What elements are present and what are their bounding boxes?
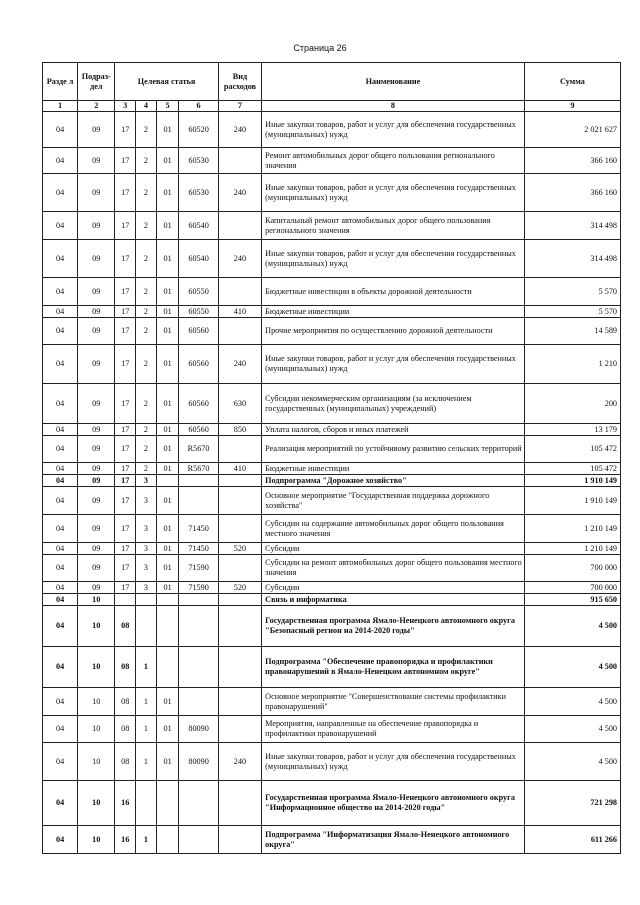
target-code-1-cell: 17 [115,306,136,318]
table-row [43,543,621,555]
vid-rashodov-cell [218,487,261,515]
summa-cell: 1 910 149 [524,475,620,487]
table-row [43,555,621,582]
target-code-2-cell: 2 [136,424,157,436]
target-code-3-cell: 01 [156,212,179,240]
summa-cell: 105 472 [524,436,620,463]
target-code-3-cell: 01 [156,278,179,306]
target-code-2-cell: 1 [136,688,157,716]
naimenovanie-cell: Субсидии некоммерческим организациям (за исключением государственных (муниципальных) учреждений) [262,384,525,424]
razdel-cell: 04 [43,240,78,278]
target-code-1-cell: 17 [115,436,136,463]
target-code-2-cell: 3 [136,543,157,555]
target-code-4-cell [179,594,218,606]
target-code-4-cell [179,826,218,854]
summa-cell: 2 021 627 [524,112,620,148]
razdel-cell: 04 [43,475,78,487]
summa-cell: 314 498 [524,240,620,278]
podrazdel-cell: 09 [78,475,115,487]
summa-cell: 4 500 [524,716,620,743]
col-number: 2 [78,101,115,112]
target-code-2-cell: 3 [136,515,157,543]
razdel-cell: 04 [43,384,78,424]
podrazdel-cell: 09 [78,174,115,212]
summa-cell: 1 910 149 [524,487,620,515]
col-number: 7 [218,101,261,112]
col-number: 3 [115,101,136,112]
podrazdel-cell: 10 [78,606,115,647]
razdel-cell: 04 [43,826,78,854]
target-code-2-cell: 3 [136,487,157,515]
podrazdel-cell: 10 [78,688,115,716]
target-code-1-cell: 16 [115,826,136,854]
target-code-1-cell: 17 [115,174,136,212]
razdel-cell: 04 [43,781,78,826]
target-code-4-cell: 71450 [179,543,218,555]
razdel-cell: 04 [43,148,78,174]
header-celevaya-statya: Целевая статья [115,63,218,101]
naimenovanie-cell: Ремонт автомобильных дорог общего пользования регионального значения [262,148,525,174]
target-code-3-cell: 01 [156,436,179,463]
razdel-cell: 04 [43,594,78,606]
target-code-3-cell [156,475,179,487]
summa-cell: 700 000 [524,582,620,594]
razdel-cell: 04 [43,463,78,475]
summa-cell: 1 210 [524,345,620,384]
target-code-1-cell: 08 [115,688,136,716]
target-code-4-cell: R5670 [179,436,218,463]
target-code-1-cell: 16 [115,781,136,826]
header-podrazdel: Подраз-дел [78,63,115,101]
razdel-cell: 04 [43,212,78,240]
vid-rashodov-cell [218,475,261,487]
target-code-2-cell: 2 [136,278,157,306]
summa-cell: 4 500 [524,606,620,647]
table-row [43,475,621,487]
razdel-cell: 04 [43,515,78,543]
col-number: 8 [262,101,525,112]
razdel-cell: 04 [43,743,78,781]
table-row [43,647,621,688]
razdel-cell: 04 [43,345,78,384]
target-code-4-cell [179,606,218,647]
podrazdel-cell: 09 [78,278,115,306]
target-code-1-cell: 17 [115,515,136,543]
podrazdel-cell: 09 [78,436,115,463]
razdel-cell: 04 [43,582,78,594]
podrazdel-cell: 10 [78,716,115,743]
table-row [43,212,621,240]
target-code-4-cell [179,487,218,515]
summa-cell: 5 570 [524,278,620,306]
target-code-1-cell [115,594,136,606]
target-code-3-cell: 01 [156,318,179,345]
naimenovanie-cell: Иные закупки товаров, работ и услуг для обеспечения государственных (муниципальных) нужд [262,240,525,278]
target-code-2-cell: 1 [136,647,157,688]
naimenovanie-cell: Подпрограмма "Обеспечение правопорядка и профилактики правонарушений в Ямало-Ненецком автономном округе" [262,647,525,688]
header-vid-rashodov: Вид расходов [218,63,261,101]
table-row [43,112,621,148]
table-row [43,781,621,826]
target-code-1-cell: 17 [115,475,136,487]
table-row [43,384,621,424]
budget-table [42,62,621,854]
vid-rashodov-cell [218,515,261,543]
summa-cell: 700 000 [524,555,620,582]
summa-cell: 721 298 [524,781,620,826]
table-row [43,463,621,475]
podrazdel-cell: 10 [78,781,115,826]
summa-cell: 1 210 149 [524,515,620,543]
target-code-4-cell: 60560 [179,345,218,384]
target-code-1-cell: 17 [115,582,136,594]
summa-cell: 915 650 [524,594,620,606]
table-row [43,582,621,594]
vid-rashodov-cell: 410 [218,306,261,318]
table-row [43,594,621,606]
razdel-cell: 04 [43,112,78,148]
podrazdel-cell: 09 [78,345,115,384]
target-code-3-cell: 01 [156,306,179,318]
razdel-cell: 04 [43,424,78,436]
target-code-2-cell: 2 [136,112,157,148]
target-code-3-cell: 01 [156,112,179,148]
summa-cell: 1 210 149 [524,543,620,555]
summa-cell: 4 500 [524,647,620,688]
col-number: 5 [156,101,179,112]
target-code-1-cell: 17 [115,212,136,240]
razdel-cell: 04 [43,436,78,463]
target-code-3-cell: 01 [156,743,179,781]
vid-rashodov-cell: 520 [218,543,261,555]
target-code-3-cell: 01 [156,424,179,436]
podrazdel-cell: 09 [78,384,115,424]
target-code-2-cell: 3 [136,475,157,487]
target-code-2-cell: 2 [136,345,157,384]
target-code-4-cell: 60560 [179,318,218,345]
razdel-cell: 04 [43,716,78,743]
target-code-2-cell: 2 [136,318,157,345]
col-number: 9 [524,101,620,112]
naimenovanie-cell: Субсидии на содержание автомобильных дорог общего пользования местного значения [262,515,525,543]
summa-cell: 105 472 [524,463,620,475]
target-code-2-cell: 2 [136,240,157,278]
target-code-3-cell: 01 [156,582,179,594]
summa-cell: 611 266 [524,826,620,854]
target-code-4-cell [179,688,218,716]
razdel-cell: 04 [43,555,78,582]
target-code-1-cell: 17 [115,463,136,475]
target-code-3-cell: 01 [156,543,179,555]
target-code-4-cell: 60530 [179,174,218,212]
table-row [43,515,621,543]
header-summa: Сумма [524,63,620,101]
target-code-3-cell: 01 [156,345,179,384]
naimenovanie-cell: Субсидии [262,543,525,555]
naimenovanie-cell: Капитальный ремонт автомобильных дорог общего пользования регионального значения [262,212,525,240]
table-row [43,688,621,716]
podrazdel-cell: 09 [78,487,115,515]
razdel-cell: 04 [43,606,78,647]
table-body [43,112,621,854]
target-code-4-cell: 60530 [179,148,218,174]
table-row [43,174,621,212]
podrazdel-cell: 09 [78,112,115,148]
naimenovanie-cell: Бюджетные инвестиции [262,463,525,475]
target-code-4-cell: 60550 [179,306,218,318]
col-number: 4 [136,101,157,112]
vid-rashodov-cell: 630 [218,384,261,424]
summa-cell: 4 500 [524,743,620,781]
vid-rashodov-cell: 520 [218,582,261,594]
target-code-3-cell [156,781,179,826]
target-code-4-cell [179,475,218,487]
target-code-3-cell: 01 [156,555,179,582]
vid-rashodov-cell: 850 [218,424,261,436]
naimenovanie-cell: Иные закупки товаров, работ и услуг для обеспечения государственных (муниципальных) нужд [262,112,525,148]
razdel-cell: 04 [43,688,78,716]
naimenovanie-cell: Реализация мероприятий по устойчивому развитию сельских территорий [262,436,525,463]
naimenovanie-cell: Субсидии [262,582,525,594]
naimenovanie-cell: Прочие мероприятия по осуществлению дорожной деятельности [262,318,525,345]
table-row [43,148,621,174]
target-code-3-cell [156,606,179,647]
vid-rashodov-cell [218,212,261,240]
summa-cell: 13 179 [524,424,620,436]
target-code-2-cell: 2 [136,306,157,318]
naimenovanie-cell: Государственная программа Ямало-Ненецкого автономного округа "Информационное общество на 2014-2020 годы" [262,781,525,826]
target-code-4-cell: 60540 [179,240,218,278]
target-code-3-cell: 01 [156,174,179,212]
table-row [43,240,621,278]
target-code-4-cell: 71590 [179,555,218,582]
summa-cell: 366 160 [524,148,620,174]
target-code-4-cell: 80090 [179,716,218,743]
vid-rashodov-cell [218,688,261,716]
podrazdel-cell: 09 [78,148,115,174]
podrazdel-cell: 09 [78,515,115,543]
col-number: 1 [43,101,78,112]
vid-rashodov-cell [218,278,261,306]
table-row [43,306,621,318]
summa-cell: 4 500 [524,688,620,716]
podrazdel-cell: 09 [78,463,115,475]
summa-cell: 314 498 [524,212,620,240]
podrazdel-cell: 10 [78,826,115,854]
target-code-3-cell [156,647,179,688]
target-code-4-cell: 60550 [179,278,218,306]
naimenovanie-cell: Иные закупки товаров, работ и услуг для обеспечения государственных (муниципальных) нужд [262,743,525,781]
vid-rashodov-cell: 410 [218,463,261,475]
podrazdel-cell: 10 [78,743,115,781]
naimenovanie-cell: Уплата налогов, сборов и иных платежей [262,424,525,436]
summa-cell: 366 160 [524,174,620,212]
target-code-4-cell: 60540 [179,212,218,240]
target-code-2-cell: 1 [136,716,157,743]
target-code-2-cell: 3 [136,582,157,594]
summa-cell: 14 589 [524,318,620,345]
target-code-2-cell: 1 [136,826,157,854]
vid-rashodov-cell [218,716,261,743]
podrazdel-cell: 10 [78,647,115,688]
target-code-3-cell: 01 [156,487,179,515]
target-code-1-cell: 17 [115,487,136,515]
naimenovanie-cell: Мероприятия, направленные на обеспечение правопорядка и профилактики правонарушений [262,716,525,743]
table-row [43,424,621,436]
target-code-2-cell: 2 [136,174,157,212]
vid-rashodov-cell [218,594,261,606]
vid-rashodov-cell [218,318,261,345]
target-code-2-cell: 3 [136,555,157,582]
target-code-3-cell: 01 [156,148,179,174]
vid-rashodov-cell [218,555,261,582]
target-code-1-cell: 17 [115,384,136,424]
target-code-3-cell: 01 [156,384,179,424]
podrazdel-cell: 09 [78,543,115,555]
summa-cell: 5 570 [524,306,620,318]
naimenovanie-cell: Основное мероприятие "Совершенствование системы профилактики правонарушений" [262,688,525,716]
razdel-cell: 04 [43,543,78,555]
vid-rashodov-cell: 240 [218,112,261,148]
naimenovanie-cell: Иные закупки товаров, работ и услуг для обеспечения государственных (муниципальных) нужд [262,345,525,384]
podrazdel-cell: 09 [78,555,115,582]
target-code-1-cell: 08 [115,743,136,781]
table-row [43,278,621,306]
podrazdel-cell: 09 [78,240,115,278]
vid-rashodov-cell [218,781,261,826]
header-naimenovanie: Наименование [262,63,525,101]
target-code-1-cell: 17 [115,318,136,345]
target-code-1-cell: 17 [115,345,136,384]
podrazdel-cell: 09 [78,424,115,436]
naimenovanie-cell: Бюджетные инвестиции [262,306,525,318]
razdel-cell: 04 [43,306,78,318]
target-code-1-cell: 17 [115,112,136,148]
podrazdel-cell: 10 [78,594,115,606]
vid-rashodov-cell: 240 [218,743,261,781]
razdel-cell: 04 [43,487,78,515]
target-code-2-cell: 2 [136,148,157,174]
target-code-1-cell: 17 [115,555,136,582]
header-razdel: Разде л [43,63,78,101]
target-code-2-cell: 2 [136,436,157,463]
table-row [43,826,621,854]
table-row [43,743,621,781]
vid-rashodov-cell [218,647,261,688]
naimenovanie-cell: Иные закупки товаров, работ и услуг для обеспечения государственных (муниципальных) нужд [262,174,525,212]
target-code-4-cell: 71450 [179,515,218,543]
target-code-4-cell [179,781,218,826]
podrazdel-cell: 09 [78,212,115,240]
table-row [43,606,621,647]
page-number-label: Страница 26 [293,43,347,53]
column-number-row [43,101,621,112]
target-code-2-cell: 2 [136,463,157,475]
target-code-2-cell: 2 [136,384,157,424]
naimenovanie-cell: Подпрограмма "Информатизация Ямало-Ненецкого автономного округа" [262,826,525,854]
target-code-3-cell [156,826,179,854]
naimenovanie-cell: Подпрограмма "Дорожное хозяйство" [262,475,525,487]
target-code-4-cell: 71590 [179,582,218,594]
target-code-2-cell: 1 [136,743,157,781]
target-code-3-cell [156,594,179,606]
target-code-1-cell: 17 [115,543,136,555]
target-code-3-cell: 01 [156,515,179,543]
naimenovanie-cell: Бюджетные инвестиции в объекты дорожной деятельности [262,278,525,306]
table-row [43,487,621,515]
vid-rashodov-cell [218,436,261,463]
target-code-3-cell: 01 [156,716,179,743]
target-code-2-cell [136,781,157,826]
podrazdel-cell: 09 [78,306,115,318]
target-code-1-cell: 17 [115,240,136,278]
target-code-2-cell [136,606,157,647]
podrazdel-cell: 09 [78,582,115,594]
vid-rashodov-cell: 240 [218,240,261,278]
target-code-2-cell: 2 [136,212,157,240]
vid-rashodov-cell: 240 [218,345,261,384]
target-code-4-cell: R5670 [179,463,218,475]
target-code-1-cell: 17 [115,148,136,174]
razdel-cell: 04 [43,174,78,212]
target-code-1-cell: 08 [115,716,136,743]
col-number: 6 [179,101,218,112]
vid-rashodov-cell [218,606,261,647]
target-code-4-cell: 60560 [179,424,218,436]
target-code-1-cell: 08 [115,606,136,647]
target-code-4-cell [179,647,218,688]
target-code-1-cell: 08 [115,647,136,688]
razdel-cell: 04 [43,647,78,688]
table-row [43,436,621,463]
naimenovanie-cell: Государственная программа Ямало-Ненецкого автономного округа "Безопасный регион на 2014-2020 годы" [262,606,525,647]
table-row [43,345,621,384]
vid-rashodov-cell [218,826,261,854]
naimenovanie-cell: Субсидии на ремонт автомобильных дорог общего пользования местного значения [262,555,525,582]
target-code-3-cell: 01 [156,463,179,475]
table-row [43,716,621,743]
target-code-4-cell: 60560 [179,384,218,424]
target-code-2-cell [136,594,157,606]
podrazdel-cell: 09 [78,318,115,345]
target-code-1-cell: 17 [115,424,136,436]
razdel-cell: 04 [43,318,78,345]
target-code-3-cell: 01 [156,240,179,278]
naimenovanie-cell: Основное мероприятие "Государственная поддержка дорожного хозяйства" [262,487,525,515]
header-row [43,63,621,101]
target-code-4-cell: 60520 [179,112,218,148]
target-code-1-cell: 17 [115,278,136,306]
naimenovanie-cell: Связь и информатика [262,594,525,606]
razdel-cell: 04 [43,278,78,306]
table-row [43,318,621,345]
vid-rashodov-cell [218,148,261,174]
summa-cell: 200 [524,384,620,424]
vid-rashodov-cell: 240 [218,174,261,212]
target-code-4-cell: 80090 [179,743,218,781]
target-code-3-cell: 01 [156,688,179,716]
